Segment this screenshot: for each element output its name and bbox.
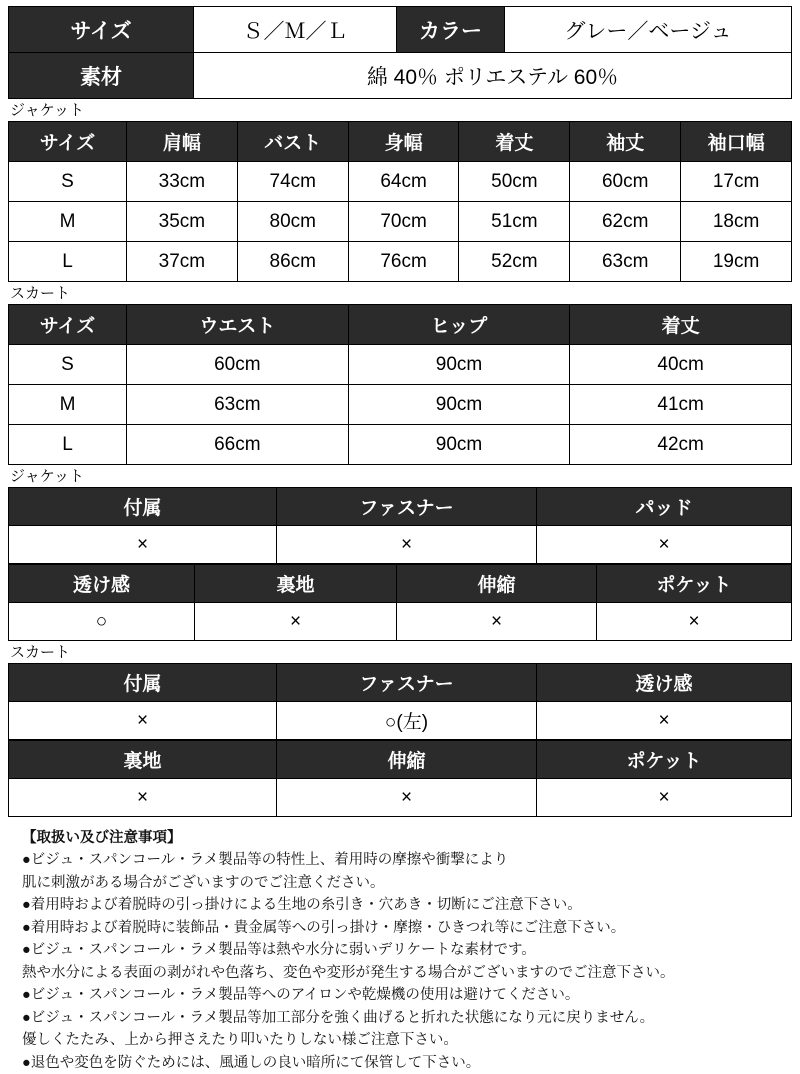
jacket-size-table xyxy=(8,121,792,282)
notes-line: ●ビジュ・スパンコール・ラメ製品等の特性上、着用時の摩擦や衝撃により xyxy=(22,852,509,869)
table-row xyxy=(9,603,792,641)
cell: 86cm xyxy=(237,242,348,282)
table-row xyxy=(9,162,792,202)
attr-header-pad: パッド xyxy=(537,488,792,526)
attr-header-fastener: ファスナー xyxy=(277,664,537,702)
attr-header-pocket: ポケット xyxy=(597,565,792,603)
cell: 51cm xyxy=(459,202,570,242)
attr-value-accessory: × xyxy=(9,526,277,564)
attr-value-pocket: × xyxy=(537,779,792,817)
cell: 63cm xyxy=(127,385,349,425)
cell: 37cm xyxy=(127,242,238,282)
cell: 42cm xyxy=(570,425,792,465)
cell: 70cm xyxy=(348,202,459,242)
cell: 50cm xyxy=(459,162,570,202)
attr-header-accessory: 付属 xyxy=(9,664,277,702)
jacket-size-label: ジャケット xyxy=(10,102,84,119)
col-header-width: 身幅 xyxy=(348,122,459,162)
attr-value-pocket: × xyxy=(597,603,792,641)
cell-material-header: 素材 xyxy=(9,53,194,99)
cell: 62cm xyxy=(570,202,681,242)
cell: 90cm xyxy=(348,385,570,425)
cell-size-header: サイズ xyxy=(9,7,194,53)
attr-header-lining: 裏地 xyxy=(195,565,397,603)
notes-line: 肌に刺激がある場合がございますのでご注意ください。 xyxy=(22,874,385,891)
cell: 18cm xyxy=(681,202,792,242)
cell: L xyxy=(9,242,127,282)
notes-line: 熱や水分による表面の剥がれや色落ち、変色や変形が発生する場合がございますのでご注意下さい。 xyxy=(22,964,675,981)
cell: M xyxy=(9,385,127,425)
cell-material-value: 綿 40％ ポリエステル 60％ xyxy=(194,53,792,99)
col-header-shoulder: 肩幅 xyxy=(127,122,238,162)
cell: 52cm xyxy=(459,242,570,282)
col-header-hip: ヒップ xyxy=(348,305,570,345)
cell: 64cm xyxy=(348,162,459,202)
table-row xyxy=(9,425,792,465)
col-header-length: 着丈 xyxy=(459,122,570,162)
table-row xyxy=(9,702,792,740)
care-notes xyxy=(22,827,792,1074)
col-header-length: 着丈 xyxy=(570,305,792,345)
attr-value-stretch: × xyxy=(397,603,597,641)
col-header-cuff: 袖口幅 xyxy=(681,122,792,162)
cell-color-value: グレー／ベージュ xyxy=(505,7,792,53)
col-header-waist: ウエスト xyxy=(127,305,349,345)
attr-header-lining: 裏地 xyxy=(9,741,277,779)
cell: 60cm xyxy=(127,345,349,385)
attr-header-sheer: 透け感 xyxy=(9,565,195,603)
notes-line: ●ビジュ・スパンコール・ラメ製品等へのアイロンや乾燥機の使用は避けてください。 xyxy=(22,987,580,1004)
attr-header-stretch: 伸縮 xyxy=(397,565,597,603)
cell: 90cm xyxy=(348,425,570,465)
notes-line: ●着用時および着脱時に装飾品・貴金属等への引っ掛け・摩擦・ひきつれ等にご注意下さい。 xyxy=(22,919,626,936)
col-header-size: サイズ xyxy=(9,122,127,162)
notes-line: ●退色や変色を防ぐためには、風通しの良い暗所にて保管して下さい。 xyxy=(22,1054,481,1071)
cell: 63cm xyxy=(570,242,681,282)
basic-info-table xyxy=(8,6,792,99)
table-row xyxy=(9,741,792,779)
attr-header-stretch: 伸縮 xyxy=(277,741,537,779)
table-row xyxy=(9,664,792,702)
jacket-attribute-table xyxy=(8,487,792,564)
cell: 33cm xyxy=(127,162,238,202)
notes-title: 【取扱い及び注意事項】 xyxy=(22,830,182,846)
table-row xyxy=(9,202,792,242)
attr-value-accessory: × xyxy=(9,702,277,740)
attr-value-fastener: ○(左) xyxy=(277,702,537,740)
cell-size-value: Ｓ／Ｍ／Ｌ xyxy=(194,7,397,53)
cell: M xyxy=(9,202,127,242)
notes-line: ●ビジュ・スパンコール・ラメ製品等は熱や水分に弱いデリケートな素材です。 xyxy=(22,942,536,959)
col-header-bust: バスト xyxy=(237,122,348,162)
table-row xyxy=(9,488,792,526)
cell: 35cm xyxy=(127,202,238,242)
cell: 90cm xyxy=(348,345,570,385)
cell: 74cm xyxy=(237,162,348,202)
table-row xyxy=(9,305,792,345)
cell: 40cm xyxy=(570,345,792,385)
attr-value-lining: × xyxy=(195,603,397,641)
cell: 17cm xyxy=(681,162,792,202)
skirt-attribute-table xyxy=(8,663,792,740)
skirt-size-label: スカート xyxy=(10,285,71,302)
skirt-attribute-table-2 xyxy=(8,740,792,817)
table-row xyxy=(9,242,792,282)
cell: 66cm xyxy=(127,425,349,465)
cell: L xyxy=(9,425,127,465)
attr-value-stretch: × xyxy=(277,779,537,817)
table-row xyxy=(9,565,792,603)
table-row xyxy=(9,7,792,53)
skirt-attr-label: スカート xyxy=(10,644,71,661)
cell: S xyxy=(9,162,127,202)
cell: 60cm xyxy=(570,162,681,202)
cell: 41cm xyxy=(570,385,792,425)
col-header-size: サイズ xyxy=(9,305,127,345)
cell: S xyxy=(9,345,127,385)
cell: 76cm xyxy=(348,242,459,282)
table-row xyxy=(9,122,792,162)
cell: 80cm xyxy=(237,202,348,242)
jacket-attr-label: ジャケット xyxy=(10,468,84,485)
table-row xyxy=(9,526,792,564)
table-row xyxy=(9,779,792,817)
cell: 19cm xyxy=(681,242,792,282)
attr-value-sheer: × xyxy=(537,702,792,740)
table-row xyxy=(9,385,792,425)
attr-header-fastener: ファスナー xyxy=(277,488,537,526)
attr-header-accessory: 付属 xyxy=(9,488,277,526)
col-header-sleeve: 袖丈 xyxy=(570,122,681,162)
attr-header-pocket: ポケット xyxy=(537,741,792,779)
notes-line: 優しくたたみ、上から押さえたり叩いたりしない様ご注意下さい。 xyxy=(22,1032,458,1049)
skirt-size-table xyxy=(8,304,792,465)
attr-value-fastener: × xyxy=(277,526,537,564)
jacket-attribute-table-2 xyxy=(8,564,792,641)
table-row xyxy=(9,345,792,385)
notes-line: ●ビジュ・スパンコール・ラメ製品等加工部分を強く曲げると折れた状態になり元に戻りません。 xyxy=(22,1009,655,1026)
attr-value-sheer: ○ xyxy=(9,603,195,641)
attr-value-pad: × xyxy=(537,526,792,564)
table-row xyxy=(9,53,792,99)
notes-line: ●着用時および着脱時の引っ掛けによる生地の糸引き・穴あき・切断にご注意下さい。 xyxy=(22,897,582,914)
attr-header-sheer: 透け感 xyxy=(537,664,792,702)
cell-color-header: カラー xyxy=(397,7,505,53)
attr-value-lining: × xyxy=(9,779,277,817)
